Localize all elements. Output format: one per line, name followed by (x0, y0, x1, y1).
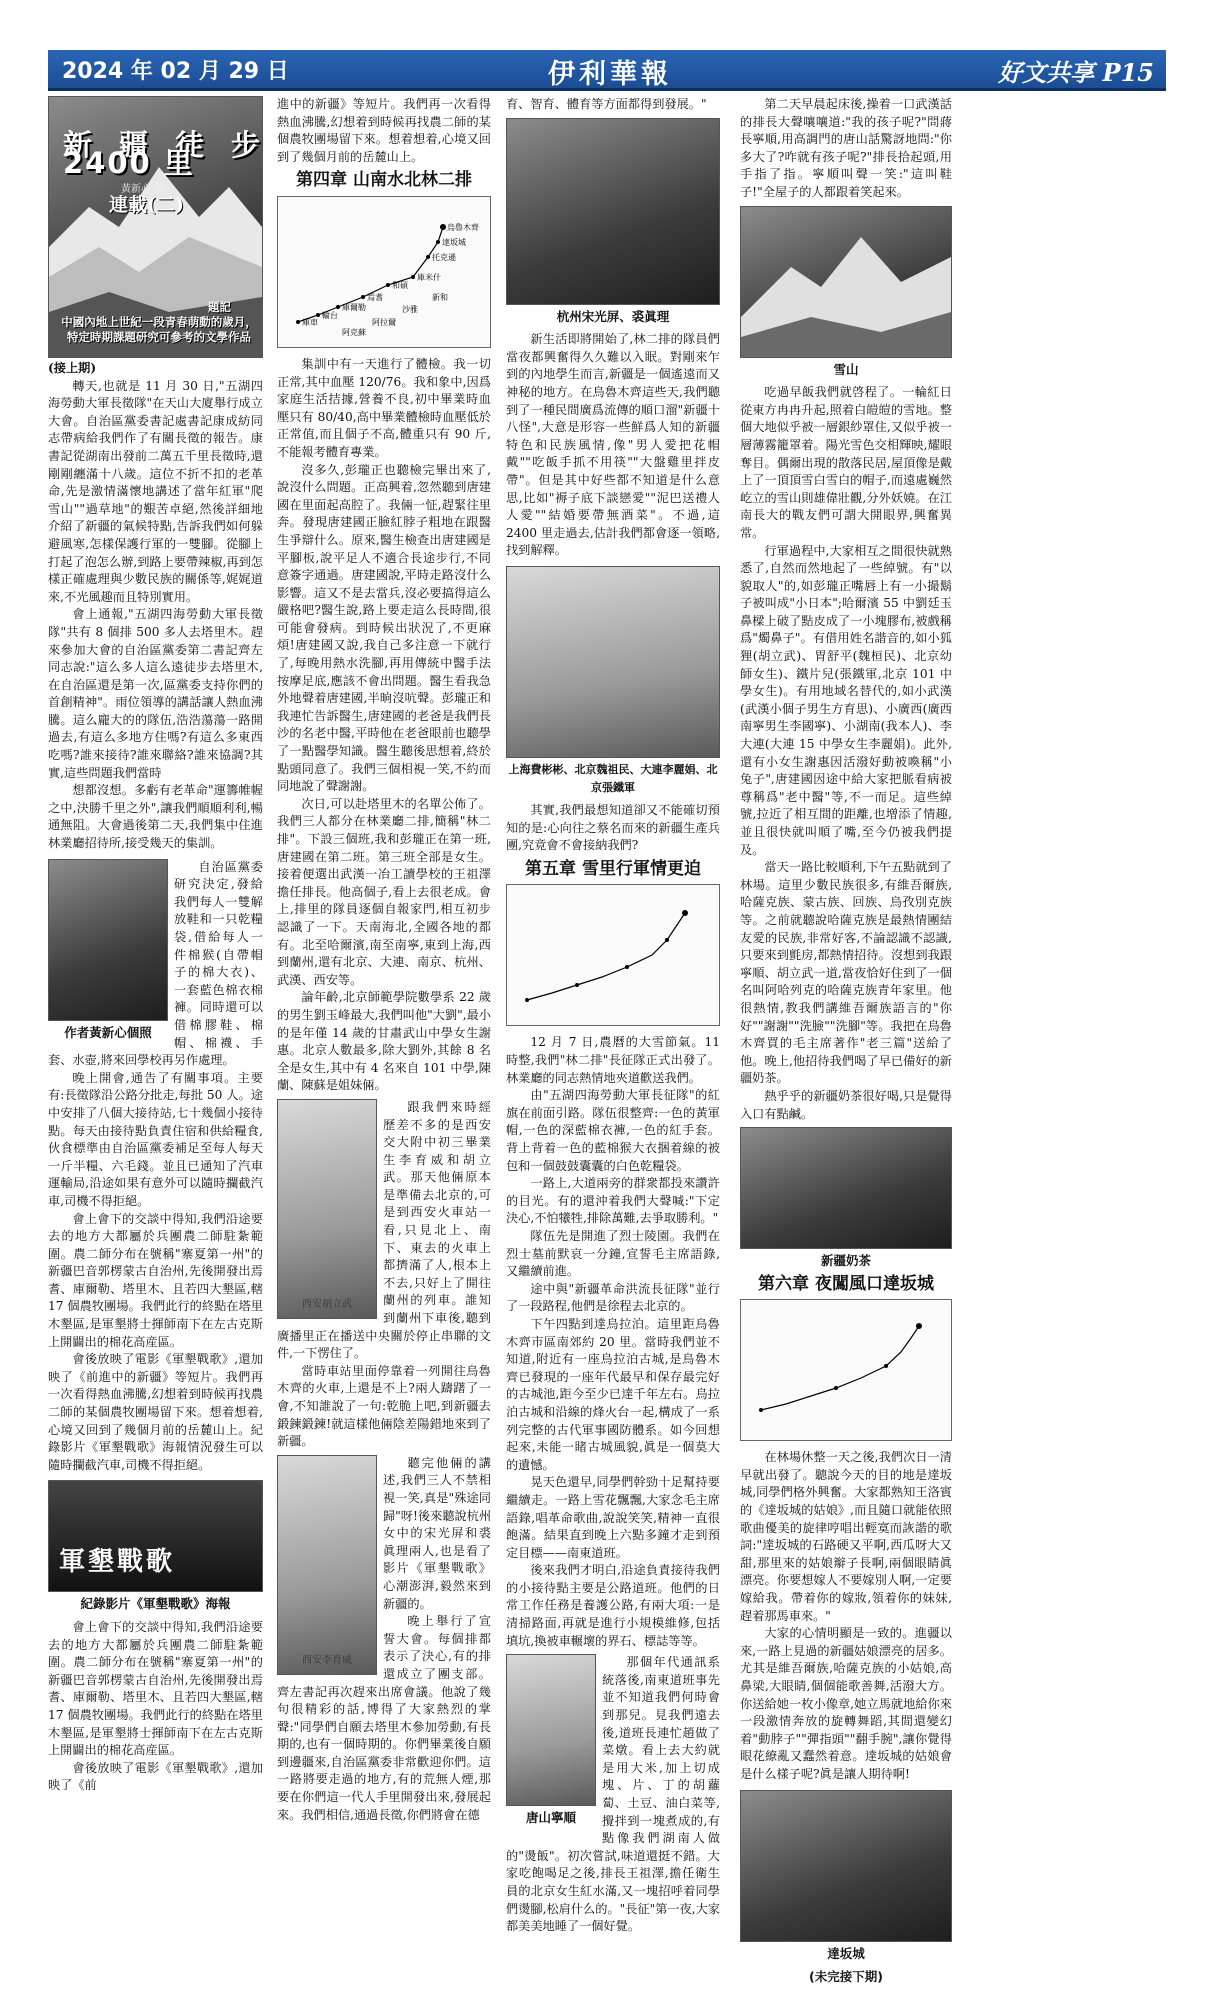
map-place-label: 烏魯木齊 (447, 222, 479, 232)
photo-li-yuwei-figure (277, 1455, 377, 1675)
paragraph: 自治區黨委研究決定,發給我們每人一雙解放鞋和一只乾糧袋,借給每人一件棉猴(自帶帽子的棉大衣)、一套藍色棉衣棉褲。同時還可以借棉膠鞋、棉帽、棉襪、手套、水壺,將來回學校再另作處理。 (48, 859, 263, 1068)
paragraph: 論年齡,北京師範學院數學系 22 歲的男生劉玉峰最大,我們叫他"大劉",最小的是年僅 14 歲的甘肅武山中學女生謝惠。北京人數最多,除大劉外,其餘 8 名全是女生,其中有 4 名來自 101 中學,陳蘭、陳蘇是姐妹倆。 (277, 990, 491, 1093)
paragraph: 跟我們來時經歷差不多的是西安交大附中初三畢業生李育威和胡立武。那天他倆原本是準備去北京的,可是到西安火車站一看,只見北上、南下、東去的火車上都擠滿了人,根本上不去,只好上了開往蘭州的列車。誰知到蘭州下車後,聽到廣播里正在播送中央關於停止串聯的文件,一下愣住了。 (277, 1099, 491, 1361)
film-poster (48, 1480, 263, 1592)
paragraph: 育、智育、體育等方面都得到發展。" (506, 97, 707, 111)
paragraph: 大家的心情明顯是一致的。進疆以來,一路上見過的新疆姑娘漂亮的居多。尤其是維吾爾族,哈薩克族的小姑娘,高鼻梁,大眼睛,個個能歌善舞,活潑大方。你送給她一枚小像章,她立馬就地給你來一段激情奔放的旋轉舞蹈,其間還變幻着"動脖子""彈指頭""翻手腕",讓你覺得眼花繚亂又蠢然着意。達坂城的姑娘會是什么樣子呢?眞是讓人期待啊! (740, 1626, 952, 1781)
paragraph: 晃天色還早,同學們幹勁十足幫持要繼續走。一路上雪花飄飄,大家念毛主席語錄,唱革命歌曲,說說笑笑,精神一直很飽滿。結果直到晚上六點多鐘才走到預定目標——南東道班。 (506, 1475, 720, 1560)
map-place-label: 達坂城 (442, 237, 466, 247)
paragraph: 由"五湖四海勞動大軍長征隊"的紅旗在前面引路。隊伍很整齊:一色的黃軍帽,一色的深藍棉衣褲,一色的紅手套。背上背着一色的藍棉猴大衣捆着線的被包和一個鼓鼓囊囊的白色乾糧袋。 (506, 1088, 720, 1173)
paragraph: 那個年代通訊系統落後,南東道班事先並不知道我們何時會到那兒。見我們遠去後,道班長連忙趙做了菜燉。看上去大約就是用大米,加上切成塊、片、丁的胡蘿蔔、土豆、油白菜等,攪拌到一塊煮成的,有點像我們湖南人做的"燙飯"。初次嘗試,味道還挺不錯。大家吃飽喝足之後,排長王祖澤,擔任衛生員的北京女生紅水滿,又一塊招呼着同學們燙腳,松肩什么的。"長征"第一夜,大家都美美地睡了一個好覺。 (506, 1655, 720, 1934)
route-map-2 (506, 884, 720, 1026)
map-place-label: 沙雅 (402, 304, 418, 314)
map-place-label: 阿拉爾 (372, 317, 396, 327)
author-photo (48, 859, 168, 1021)
paragraph: 行軍過程中,大家相互之間很快就熟悉了,自然而然地起了一些綽號。有"以貌取人"的,如彭瓏正嘴唇上有一小撮鬍子被叫成"小日本";哈爾濱 55 中劉廷玉鼻樑上破了點皮成了一小塊膠布,被戲稱爲"燭鼻子"。有借用姓名諧音的,如小狐狸(胡立武)、胃舒平(魏桓民)、北京幼師女生)、鐵片兒(張鐵軍,北京 101 中學女生)。有用地域名替代的,如小武漢(武漢小個子男生方育思)、小廣西(廣西南寧男生李國寧)、小湖南(我本人)、李大連(大連 15 中學女生李麗娟)。此外,還有小女生謝惠因活潑好動被喚稱"小兔子",唐建國因途中給大家把脈看病被尊稱爲"老中醫"等,不一而足。這些綽號,拉近了相互間的距離,也增添了情趣,並且很快就叫順了嘴,至今仍被我們提及。 (740, 543, 952, 857)
paragraph: 會後放映了電影《軍墾戰歌》,還加映了《前 (48, 1760, 263, 1793)
map-place-label: 和碩 (392, 280, 408, 290)
paragraph: 次日,可以赴塔里木的名單公佈了。我們三人都分在林業廳二排,簡稱"林二排"。下設三個班,我和彭瓏正在第一班,唐建國在第二班。第三班全部是女生。接着便選出武漢一冶工讀學校的王祖澤擔任排長。他高個子,看上去很老成。會上,排里的隊員逐個自報家門,相互初步認識了一下。天南海北,全國各地的都有。北至哈爾濱,南至南寧,東到上海,西到蘭州,還有北京、大連、南京、杭州、武漢、西安等。 (277, 796, 491, 987)
map-place-label: 托克遜 (432, 252, 456, 262)
series-intro (57, 300, 261, 345)
chapter-heading-5: 第五章 雪里行軍情更迫 (525, 858, 701, 879)
paragraph: 隊伍先是開進了烈士陵園。我們在烈士墓前默哀一分鐘,宣誓毛主席語錄,又繼續前進。 (506, 1229, 720, 1279)
route-map-1-drawing (278, 197, 490, 347)
column-3 (506, 96, 720, 1936)
map-place-label: 新和 (432, 292, 448, 302)
paragraph: 想都沒想。多虧有老革命"運籌帷幄之中,決勝千里之外",讓我們順順利利,暢通無阻。大會過後第二天,我們集中住進林業廳招待所,接受幾天的集訓。 (48, 783, 263, 851)
author-photo-figure (48, 859, 168, 1048)
paragraph: 會後放映了電影《軍墾戰歌》,還加映了《前進中的新疆》等短片。我們再一次看得熱血沸騰,幻想着到時候再找農二師的某個農牧團場留下來。想着想着,心境又回到了幾個月前的岳麓山上。紀錄影片《軍墾戰歌》海報情況發生可以隨時攔截汽車,司機不得拒絕。 (48, 1352, 263, 1472)
paragraph: 晚上舉行了宣誓大會。每個排都表示了決心,有的排還成立了團支部。齊左書記再次趕來出席會議。他說了幾句很精彩的話,博得了大家熱烈的掌聲:"同學們自願去塔里木參加勞動,有長期的,也有一個時期的。你們畢業後自願到邊疆來,自治區黨委非常歡迎你們。這一路將要走過的地方,有的荒無人煙,那要在你們這一代人手里開發出來,發展起來。我們相信,通過長徵,你們將會在德 (277, 1614, 491, 1822)
photo-four-caption: 上海費彬彬、北京魏祖民、大連李麗娟、北京張鐵軍 (508, 762, 718, 794)
column-4-left (740, 96, 952, 1992)
photo-hu-liwu-figure (277, 1099, 377, 1319)
to-be-continued: (未完接下期) (809, 1969, 883, 1985)
paragraph: 會上會下的交談中得知,我們沿途要去的地方大都屬於兵團農二師駐紮範圍。農二師分布在號稱"寨夏第一州"的新疆巴音郭楞蒙古自治州,先後開發出焉耆、庫爾勒、塔里木、且若四大墾區,轄 17 個農牧團場。我們此行的終點在塔里木墾區,是軍墾將士揮師南下在左古克斯上開闢出的棉花高産區。 (48, 1211, 263, 1349)
photo-hangzhou-students (506, 118, 720, 305)
intro-label: 題記 (208, 300, 231, 314)
paragraph: 當天一路比較順利,下午五點就到了林場。這里少數民族很多,有維吾爾族,哈薩克族、蒙古族、回族、烏孜別克族等。之前就聽說哈薩克族是最熱情團結友愛的民族,非常好客,不論認識不認識,只要來到氈房,都熱情招待。沒想到我跟寧順、胡立武一道,當夜恰好住到了一個名叫阿哈列克的哈薩克族青年家里。他很熱情,教我們講維吾爾族語言的"你好""謝謝""洗臉""洗腳"等。我把在烏魯木齊買的毛主席著作"老三篇"送給了他。晚上,他招待我們喝了早已備好的新疆奶茶。 (740, 860, 952, 1086)
paragraph: 集訓中有一天進行了體檢。我一切正常,其中血壓 120/76。我和象中,因爲家庭生活拮據,營養不良,初中畢業時血壓只有 80/40,高中畢業體檢時血壓低於正常值,而且個子不高,體重只有 90 斤,不能報考體育專業。 (277, 356, 491, 459)
paragraph: 轉天,也就是 11 月 30 日,"五湖四海勞動大軍長徵隊"在天山大廈舉行成立大會。自治區黨委書記處書記康成紡同志帶病給我們作了有關長徵的報告。康書記從湖南出發前二萬五千里長徵時,還剛剛纏滿十八歲。這位不折不扣的老革命,先是激情滿懷地講述了當年紅軍"爬雪山""過草地"的艱苦卓絕,然後詳細地介紹了新疆的氣候特點,告訴我們如何躲避風寒,怎樣保護行軍的一雙腳。從腳上打起了泡怎么辦,到路上要帶辣椒,再到怎樣正確處理與少數民族的關係等,娓娓道來,不光風趣而且特別實用。 (48, 378, 263, 604)
paragraph: 吃過早飯我們就啓程了。一輪紅日從東方冉冉升起,照着白皚皚的雪地。整個大地似乎被一層銀紗罩住,又似乎被一層薄霧籠罩着。陽光雪色交相輝映,耀眼奪目。偶爾出現的散落民居,屋頂像是戴上了一頂頂雪白雪白的帽子,而遠處巍然屹立的雪山則雄偉壯觀,分外妖嬈。在江南長大的戰友們可謂大開眼界,興奮異常。 (740, 385, 952, 540)
paragraph: 12 月 7 日,農曆的大雪節氣。11 時整,我們"林二排"長征隊正式出發了。林業廳的同志熱情地夾道歡送我們。 (506, 1035, 720, 1085)
series-title: 新疆徒步 2400 里 (63, 128, 262, 180)
photo-dabancheng (740, 1790, 952, 1942)
photo-milk-tea (740, 1127, 952, 1249)
photo-snow-mountain (740, 206, 952, 358)
chapter-heading-4: 第四章 山南水北林二排 (296, 170, 472, 191)
intro-text: 中國內地上世紀一段青春萌動的歲月，特定時期課題研究可參考的文學作品 (61, 315, 257, 344)
series-author: 黃新心 著 (121, 184, 165, 195)
photo-hu-liwu (277, 1099, 377, 1319)
paper-name: 伊利華報 (548, 59, 672, 90)
map-place-label: 庫米什 (417, 272, 441, 282)
photo-tangshan-caption: 唐山寧順 (525, 1810, 576, 1826)
photo-hangzhou-caption: 杭州宋光屏、裘眞理 (556, 308, 670, 324)
paragraph: 進中的新疆》等短片。我們再一次看得熱血沸騰,幻想着到時候再找農二師的某個農牧團場留下來。想着想着,心境又回到了幾個月前的岳麓山上。 (277, 97, 491, 164)
paragraph: 下午四點到達烏拉泊。這里距烏魯木齊市區南郊約 20 里。當時我們並不知道,附近有一座烏拉泊古城,是烏魯木齊已發現的一座年代最早和保存最完好的古城池,距今至少已達千年左右。烏拉泊古城和沿線的烽火台一起,構成了一系列完整的古代軍事國防體系。如今回想起來,未能一睹古城風貌,眞是一個莫大的遺憾。 (506, 1316, 720, 1472)
banner-image (48, 96, 263, 358)
continued-from: (接上期) (48, 361, 97, 375)
film-poster-caption: 紀錄影片《軍墾戰歌》海報 (80, 1596, 231, 1612)
paragraph: 途中與"新疆革命洪流長征隊"並行了一段路程,他們是徐程去北京的。 (506, 1281, 720, 1314)
snow-mountain-drawing (741, 207, 951, 357)
photo-snow-mountain-caption: 雪山 (833, 361, 859, 377)
column-4 (740, 96, 1166, 1992)
author-photo-caption: 作者黃新心個照 (64, 1024, 152, 1040)
section-page: 好文共享 P15 (998, 58, 1154, 87)
series-part: 連載(二) (109, 194, 184, 216)
route-map-2-drawing (507, 885, 719, 1025)
route-map-1 (277, 196, 491, 348)
paragraph: 熱乎乎的新疆奶茶很好喝,只是覺得入口有點鹹。 (740, 1088, 952, 1121)
photo-dabancheng-caption: 達坂城 (827, 1945, 865, 1961)
paragraph: 新生活即將開始了,林二排的隊員們當夜都興奮得久久難以入眠。對剛來乍到的內地學生而言,新疆是一個遙遠而又神秘的地方。在烏魯木齊這些天,我們聽到了一種民間廣爲流傳的順口溜"新疆十八怪",大意是形容一些鮮爲人知的新疆特色和民族風情,像"男人愛把花帽戴""吃飯手抓不用筷""大盤雞里拌皮帶"。但是其中好些都不知道是什么意思,比如"褥子底下談戀愛""泥巴送禮人人愛""結婚要帶無酒菜"。不過,這 2400 里走過去,估計我們都會逐一領略,找到解釋。 (506, 332, 720, 558)
paragraph: 聽完他倆的講述,我們三人不禁相視一笑,真是"殊途同歸"呀!後來聽說杭州女中的宋光屏和裘眞理兩人,也是看了影片《軍墾戰歌》心潮澎湃,毅然來到新疆的。 (383, 1455, 491, 1611)
photo-li-yuwei-caption: 西安李育威 (302, 1655, 352, 1667)
paragraph: 會上會下的交談中得知,我們沿途要去的地方大都屬於兵團農二師駐紮範圍。農二師分布在號稱"寨夏第一州"的新疆巴音郭楞蒙古自治州,先後開發出焉耆、庫爾勒、塔里木、且若四大墾區,轄 17 個農牧團場。我們此行的終點在塔里木墾區,是軍墾將士揮師南下在左古克斯上開闢出的棉花高産區。 (48, 1620, 263, 1758)
photo-hu-liwu-caption: 西安胡立武 (302, 1299, 352, 1311)
paragraph: 一路上,大道兩旁的群衆都投來讚許的目光。有的還沖着我們大聲喊:"下定決心,不怕犧牲,排除萬難,去爭取勝利。" (506, 1176, 720, 1226)
photo-four-students (506, 566, 720, 758)
paragraph: 會上通報,"五湖四海勞動大軍長徵隊"共有 8 個排 500 多人去塔里木。趕來參加大會的自治區黨委第二書記齊左同志說:"這么多人這么遠徒步去塔里木,在自治區還是第一次,區黨委支持你們的首創精神"。雨位領導的講話讓人熱血沸騰。這么龐大的的隊伍,浩浩蕩蕩一路開過去,有這么多地方住嗎?有這么多東西吃嗎?誰來接待?誰來聯絡?誰來協調?其實,這些問題我們當時 (48, 607, 263, 780)
route-map-3-drawing (741, 1300, 951, 1440)
masthead (48, 50, 1166, 91)
map-place-label: 阿克蘇 (342, 327, 366, 337)
map-place-label: 焉耆 (367, 292, 383, 302)
photo-li-yuwei (277, 1455, 377, 1675)
map-place-label: 庫車 (302, 317, 318, 327)
poster-title: 軍墾戰歌 (59, 1546, 176, 1577)
photo-tangshan (506, 1654, 596, 1806)
paragraph: 晚上開會,通告了有關事項。主要有:長徵隊沿公路分批走,每批 50 人。途中安排了八個大接待站,七十幾個小接待點。每天由接待點負責住宿和供給糧食,伙食標準由自治區黨委補足至每人每天一斤半糧、六毛錢。並且已通知了汽車運輸局,沿途如果有意外可以隨時攔截汽車,司機不得拒絕。 (48, 1070, 263, 1208)
map-place-label: 庫爾勒 (342, 302, 366, 312)
chapter-heading-6: 第六章 夜闖風口達坂城 (758, 1273, 934, 1294)
paragraph: 第二天早晨起床後,操着一口武漢話的排長大聲嚷嚷道:"我的孩子呢?"問蔣長寧順,用高調門的唐山話驚訝地問:"你多大了?咋就有孩子呢?"排長拾起頭,用手指了指。寧順叫聲一笑:"這叫鞋子!"全屋子的人都跟着笑起來。 (740, 97, 952, 199)
paragraph: 在林場休整一天之後,我們次日一清早就出發了。聽說今天的目的地是達坂城,同學們格外興奮。大家都熟知王洛賓的《達坂城的姑娘》,而且隨口就能依照歌曲優美的旋律哼唱出輕寞而詼諧的歌詞:"達坂城的石路硬又平啊,西瓜呀大又甜,那里來的姑娘辮子長啊,兩個眼睛眞漂亮。你要想嫁人不要嫁別人啊,一定要嫁給我。帶着你的嫁妝,領着你的妹妹,趕着那馬車來。" (740, 1450, 952, 1623)
issue-date: 2024 年 02 月 29 日 (62, 59, 289, 84)
map-place-label: 輪台 (322, 310, 338, 320)
paragraph: 當時車站里面停靠着一列開往烏魯木齊的火車,上還是不上?兩人躊躇了一會,不知誰說了一句:乾脆上吧,到新疆去鍛鍊鍛鍊!就這樣他倆陰差陽錯地來到了新疆。 (277, 1363, 491, 1449)
photo-milk-tea-caption: 新疆奶茶 (820, 1253, 871, 1269)
route-map-3 (740, 1299, 952, 1441)
paragraph: 其實,我們最想知道卻又不能確切預知的是:心向往之蔡名而來的新疆生產兵團,究竟會不會接納我們? (506, 803, 720, 853)
paragraph: 沒多久,彭瓏正也聽檢完畢出來了,說沒什么問題。正高興着,忽然聽到唐建國在里面起高腔了。我倆一怔,趕緊往里奔。發現唐建國正臉紅脖子粗地在跟醫生爭辯什么。原來,醫生檢查出唐建國是平腳板,說平足人不適合長途步行,不同意簽字通過。唐建國說,平時走路沒什么影響。這又不是去當兵,沒必要搞得這么嚴格吧?醫生說,路上要走這么長時間,很可能會發病。到時候出狀況了,不更麻煩!唐建國又說,我自己多注意一下就行了,每晚用熱水洗腳,再用傳統中醫手法按摩足底,應該不會出問題。醫生看我急外地聲着唐建國,半晌沒吭聲。彭瓏正和我連忙告訴醫生,唐建國的老爸是我們長沙的名老中醫,平時他在老爸眼前也聽學了一點醫學知識。醫生聽後思想着,終於點頭同意了。我們三個相視一笑,不約而同地說了聲謝謝。 (277, 462, 491, 794)
column-2 (277, 96, 491, 1824)
photo-tangshan-figure (506, 1654, 596, 1833)
column-1 (48, 96, 263, 1795)
paragraph: 後來我們才明白,沿途負責接待我們的小接待點主要是公路道班。他們的日常工作任務是養護公路,有兩大項:一是清掃路面,再就是進行小規模維修,包括填坑,換被車輾壞的界石、標誌等等。 (506, 1563, 720, 1648)
